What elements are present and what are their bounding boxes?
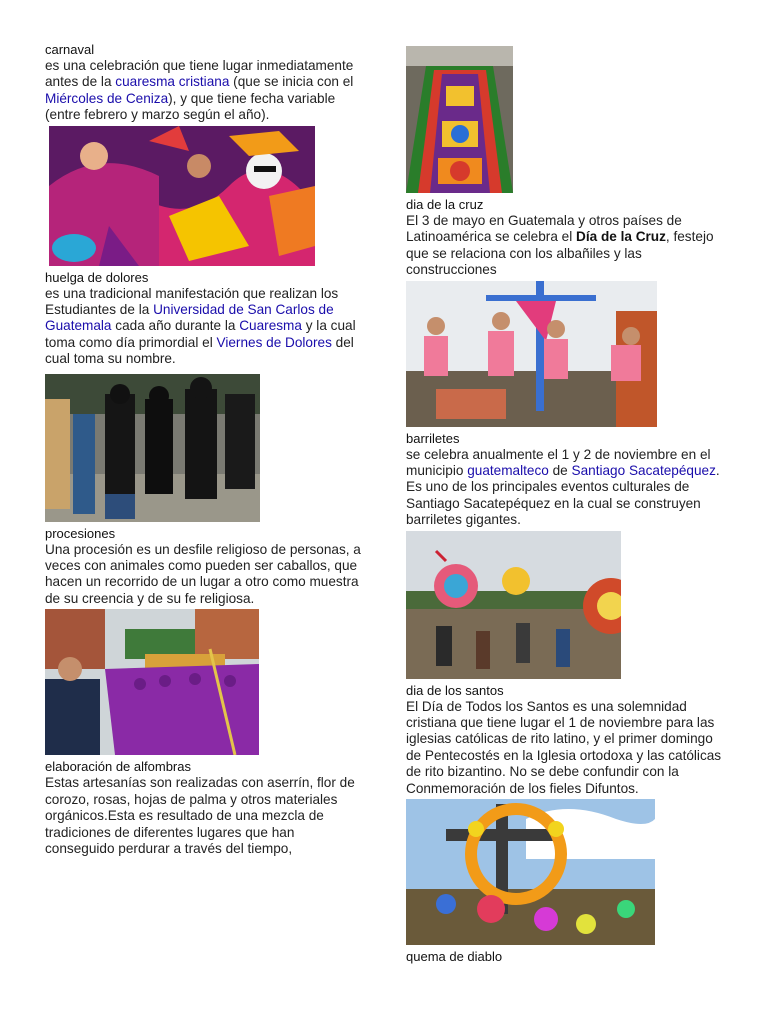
huelga-photo xyxy=(45,374,260,522)
dia-de-los-santos-text: El Día de Todos los Santos es una solemnidad cristiana que tiene lugar el 1 de noviembre para las iglesias católicas de rito latino, y el primer domingo de Pentecostés en la Iglesia ortodoxa y las católicas de rito bizantino. No se debe confundir con la Conmemoración de los fieles Difuntos. xyxy=(406,698,722,796)
alfombras-title: elaboración de alfombras xyxy=(45,759,191,775)
carnaval-photo xyxy=(49,126,315,266)
procesiones-text: Una procesión es un desfile religioso de personas, a veces con animales como pueden ser caballos, que hacen un recorrido de un lugar a otro como muestra de su creencia y de su fe religiosa. xyxy=(45,541,361,606)
link-cuaresma-cristiana[interactable]: cuaresma cristiana xyxy=(115,74,230,90)
link-viernes-de-dolores[interactable]: Viernes de Dolores xyxy=(216,334,332,350)
procesiones-title: procesiones xyxy=(45,525,116,541)
right-column xyxy=(406,46,731,965)
dia-de-la-cruz-photo xyxy=(406,281,657,427)
dia-de-los-santos-photo xyxy=(406,799,655,945)
dia-de-la-cruz-text: El 3 de mayo en Guatemala y otros países de Latinoamérica se celebra el Día de la Cruz, festejo que se relaciona con los albañiles y las construcciones xyxy=(406,213,714,278)
alfombra-photo xyxy=(406,46,513,193)
link-santiago-sacatepequez[interactable]: Santiago Sacatepéquez xyxy=(571,463,716,479)
huelga-de-dolores-title: huelga de dolores xyxy=(45,269,149,285)
left-column xyxy=(45,42,365,857)
dia-de-los-santos-title: dia de los santos xyxy=(406,682,504,698)
link-universidad-san-carlos[interactable]: Universidad de San Carlos de Guatemala xyxy=(45,302,334,334)
huelga-de-dolores-text: es una tradicional manifestación que realizan los Estudiantes de la Universidad de San Carlos de Guatemala cada año durante la Cuaresma y la cual toma como día primordial el Viernes de Dolores del cual toma su nombre. xyxy=(45,285,356,367)
barriletes-title: barriletes xyxy=(406,430,460,446)
alfombras-text: Estas artesanías son realizadas con aserrín, flor de corozo, rosas, hojas de palma y otros materiales orgánicos.Esta es resultado de una mezcla de tradiciones de diferentes lugares que han conseguido perdurar a través del tiempo, xyxy=(45,775,355,856)
barriletes-photo xyxy=(406,531,621,679)
barriletes-text: se celebra anualmente el 1 y 2 de noviembre en el municipio guatemalteco de Santiago Sacatepéquez. Es uno de los principales eventos culturales de Santiago Sacatepéquez en la cual se construyen barriletes gigantes. xyxy=(406,446,720,528)
procesiones-photo xyxy=(45,609,259,755)
link-cuaresma[interactable]: Cuaresma xyxy=(239,318,302,334)
quema-de-diablo-title: quema de diablo xyxy=(406,949,503,965)
link-miercoles-de-ceniza[interactable]: Miércoles de Ceniza xyxy=(45,90,169,106)
carnaval-title: carnaval xyxy=(45,42,95,57)
carnaval-text: es una celebración que tiene lugar inmediatamente antes de la cuaresma cristiana (que se inicia con el Miércoles de Ceniza), y que tiene fecha variable (entre febrero y marzo según el año). xyxy=(45,58,354,123)
link-guatemalteco[interactable]: guatemalteco xyxy=(467,463,549,479)
dia-de-la-cruz-title: dia de la cruz xyxy=(406,197,484,212)
